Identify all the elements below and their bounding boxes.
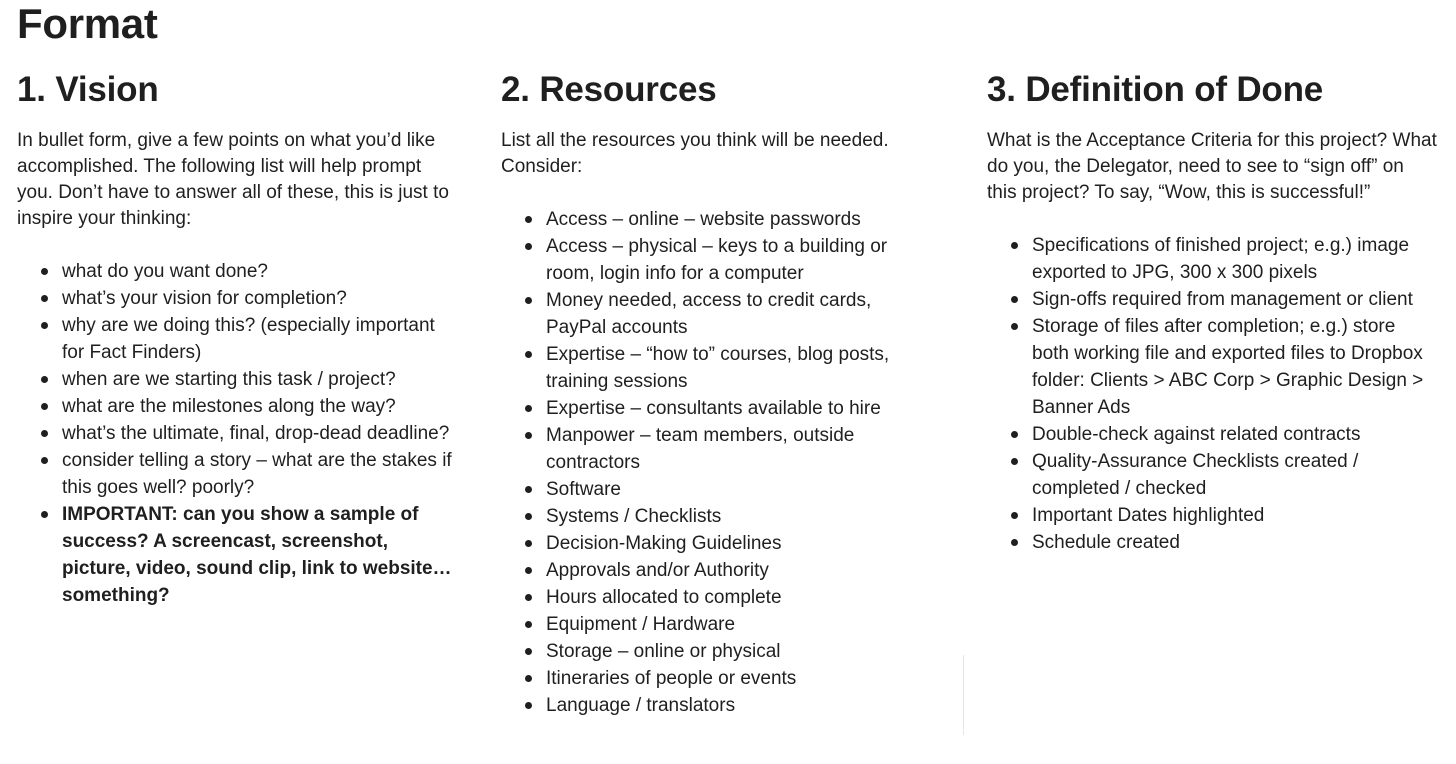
list-item: Storage of files after completion; e.g.) store both working file and exported files to Dropbox folder: Clients > ABC Corp > Graphic Design > Banner Ads xyxy=(1032,313,1437,421)
list-item: Decision-Making Guidelines xyxy=(546,530,921,557)
bullet-icon xyxy=(1011,323,1018,330)
list-item: Access – online – website passwords xyxy=(546,206,921,233)
vision-intro: In bullet form, give a few points on what you’d like accomplished. The following list will help prompt you. Don’t have to answer all of these, this is just to inspire your thinking: xyxy=(17,130,449,229)
done-intro: What is the Acceptance Criteria for this project? What do you, the Delegator, need to see to “sign off” on this project? To say, “Wow, this is successful!” xyxy=(987,130,1437,203)
list-item: Quality-Assurance Checklists created / completed / checked xyxy=(1032,448,1437,502)
list-item: Approvals and/or Authority xyxy=(546,557,921,584)
list-item: Equipment / Hardware xyxy=(546,611,921,638)
bullet-icon xyxy=(525,297,532,304)
list-item: Expertise – consultants available to hire xyxy=(546,395,921,422)
bullet-icon xyxy=(41,295,48,302)
list-item: Important Dates highlighted xyxy=(1032,502,1437,529)
list-item: consider telling a story – what are the stakes if this goes well? poorly? xyxy=(62,447,457,501)
list-item: Language / translators xyxy=(546,692,921,719)
bullet-icon xyxy=(1011,296,1018,303)
list-item: what are the milestones along the way? xyxy=(62,393,457,420)
resources-section xyxy=(501,68,921,719)
vision-heading: 1. Vision xyxy=(17,70,159,109)
resources-heading: 2. Resources xyxy=(501,70,717,109)
bullet-icon xyxy=(525,405,532,412)
bullet-icon xyxy=(1011,458,1018,465)
list-item: what’s the ultimate, final, drop-dead deadline? xyxy=(62,420,457,447)
bullet-icon xyxy=(1011,512,1018,519)
bullet-icon xyxy=(525,675,532,682)
bullet-icon xyxy=(1011,539,1018,546)
definition-of-done-section xyxy=(987,68,1437,556)
list-item: Software xyxy=(546,476,921,503)
done-list xyxy=(987,232,1437,556)
list-item: why are we doing this? (especially important for Fact Finders) xyxy=(62,312,457,366)
list-item: Expertise – “how to” courses, blog posts, training sessions xyxy=(546,341,921,395)
bullet-icon xyxy=(525,216,532,223)
list-item: when are we starting this task / project? xyxy=(62,366,457,393)
list-item: Double-check against related contracts xyxy=(1032,421,1437,448)
list-item: Specifications of finished project; e.g.) image exported to JPG, 300 x 300 pixels xyxy=(1032,232,1437,286)
list-item-important: IMPORTANT: can you show a sample of success? A screencast, screenshot, picture, video, sound clip, link to website… something? xyxy=(62,501,457,609)
vision-list xyxy=(17,258,457,609)
bullet-icon xyxy=(525,513,532,520)
bullet-icon xyxy=(525,702,532,709)
bullet-icon xyxy=(41,403,48,410)
resources-intro: List all the resources you think will be needed. Consider: xyxy=(501,130,889,177)
resources-list xyxy=(501,206,921,719)
bullet-icon xyxy=(41,376,48,383)
list-item: what do you want done? xyxy=(62,258,457,285)
bullet-icon xyxy=(41,322,48,329)
bullet-icon xyxy=(41,457,48,464)
list-item: Storage – online or physical xyxy=(546,638,921,665)
list-item: Access – physical – keys to a building or room, login info for a computer xyxy=(546,233,921,287)
list-item: Hours allocated to complete xyxy=(546,584,921,611)
bullet-icon xyxy=(525,540,532,547)
bullet-icon xyxy=(525,351,532,358)
bullet-icon xyxy=(525,621,532,628)
divider xyxy=(963,655,964,735)
list-item: Systems / Checklists xyxy=(546,503,921,530)
bullet-icon xyxy=(525,567,532,574)
bullet-icon xyxy=(1011,431,1018,438)
bullet-icon xyxy=(1011,242,1018,249)
done-heading: 3. Definition of Done xyxy=(987,70,1324,109)
vision-section xyxy=(17,68,457,609)
list-item: Sign-offs required from management or client xyxy=(1032,286,1437,313)
list-item: Itineraries of people or events xyxy=(546,665,921,692)
bullet-icon xyxy=(525,486,532,493)
bullet-icon xyxy=(41,268,48,275)
list-item: Schedule created xyxy=(1032,529,1437,556)
bullet-icon xyxy=(525,648,532,655)
page-title: Format xyxy=(17,0,158,47)
bullet-icon xyxy=(525,243,532,250)
bullet-icon xyxy=(525,594,532,601)
bullet-icon xyxy=(525,432,532,439)
bullet-icon xyxy=(41,430,48,437)
list-item: Manpower – team members, outside contractors xyxy=(546,422,921,476)
bullet-icon xyxy=(41,511,48,518)
list-item: what’s your vision for completion? xyxy=(62,285,457,312)
list-item: Money needed, access to credit cards, PayPal accounts xyxy=(546,287,921,341)
